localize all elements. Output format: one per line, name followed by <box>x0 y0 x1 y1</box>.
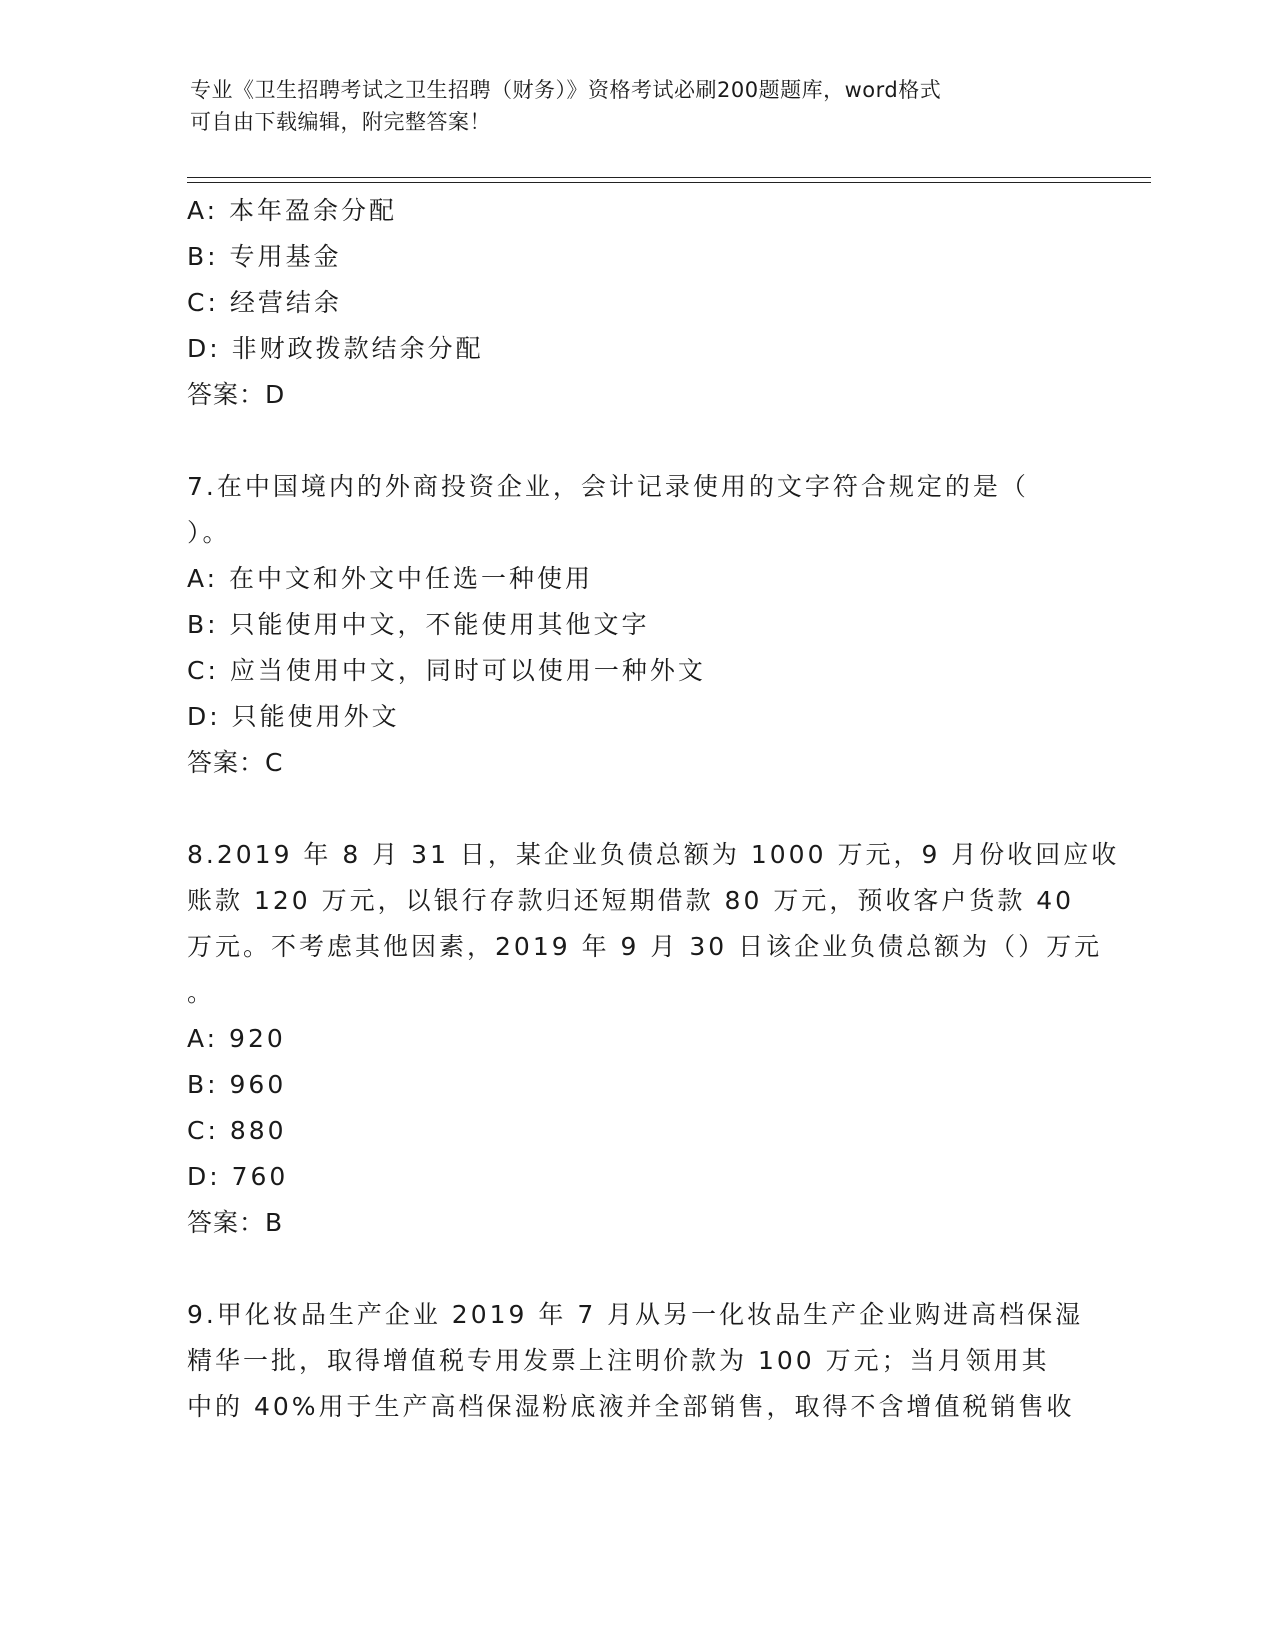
option-d: D: 760 <box>187 1162 289 1191</box>
question-stem-line: 7.在中国境内的外商投资企业，会计记录使用的文字符合规定的是（ <box>187 472 1029 501</box>
document-body <box>187 188 1120 1430</box>
question-stem-line: 8.2019 年 8 月 31 日，某企业负债总额为 1000 万元，9 月份收回应收 <box>187 840 1120 869</box>
option-b: B: 专用基金 <box>187 242 342 271</box>
option-b: B: 只能使用中文，不能使用其他文字 <box>187 610 650 639</box>
header-divider-top <box>187 177 1151 178</box>
option-c: C: 应当使用中文，同时可以使用一种外文 <box>187 656 706 685</box>
question-stem-line: 。 <box>187 978 216 1007</box>
answer-line: 答案：D <box>187 380 286 409</box>
option-a: A: 920 <box>187 1024 286 1053</box>
question-stem-line: 9.甲化妆品生产企业 2019 年 7 月从另一化妆品生产企业购进高档保湿 <box>187 1300 1084 1329</box>
header-line-1: 专业《卫生招聘考试之卫生招聘（财务）》资格考试必刷200题题库，word格式 <box>190 78 942 102</box>
question-stem-line: 账款 120 万元，以银行存款归还短期借款 80 万元，预收客户货款 40 <box>187 886 1075 915</box>
question-stem-line: 中的 40%用于生产高档保湿粉底液并全部销售，取得不含增值税销售收 <box>187 1392 1075 1421</box>
option-c: C: 880 <box>187 1116 287 1145</box>
header-divider-bottom <box>187 182 1151 183</box>
question-7 <box>187 464 1087 786</box>
spacer <box>187 1246 1087 1292</box>
option-a: A: 在中文和外文中任选一种使用 <box>187 564 594 593</box>
option-c: C: 经营结余 <box>187 288 342 317</box>
option-a: A: 本年盈余分配 <box>187 196 398 225</box>
spacer <box>187 786 1087 832</box>
question-stem-line: 万元。不考虑其他因素，2019 年 9 月 30 日该企业负债总额为（）万元 <box>187 932 1103 961</box>
option-b: B: 960 <box>187 1070 287 1099</box>
header-line-2: 可自由下载编辑，附完整答案！ <box>190 110 491 134</box>
document-header <box>190 74 1070 138</box>
spacer <box>187 418 1087 464</box>
option-d: D: 只能使用外文 <box>187 702 400 731</box>
answer-line: 答案：C <box>187 748 284 777</box>
question-6-continued <box>187 188 1087 418</box>
question-stem-line: ）。 <box>187 518 231 547</box>
answer-line: 答案：B <box>187 1208 284 1237</box>
question-8 <box>187 832 1120 1246</box>
question-9 <box>187 1292 1087 1430</box>
option-d: D: 非财政拨款结余分配 <box>187 334 484 363</box>
question-stem-line: 精华一批，取得增值税专用发票上注明价款为 100 万元；当月领用其 <box>187 1346 1050 1375</box>
